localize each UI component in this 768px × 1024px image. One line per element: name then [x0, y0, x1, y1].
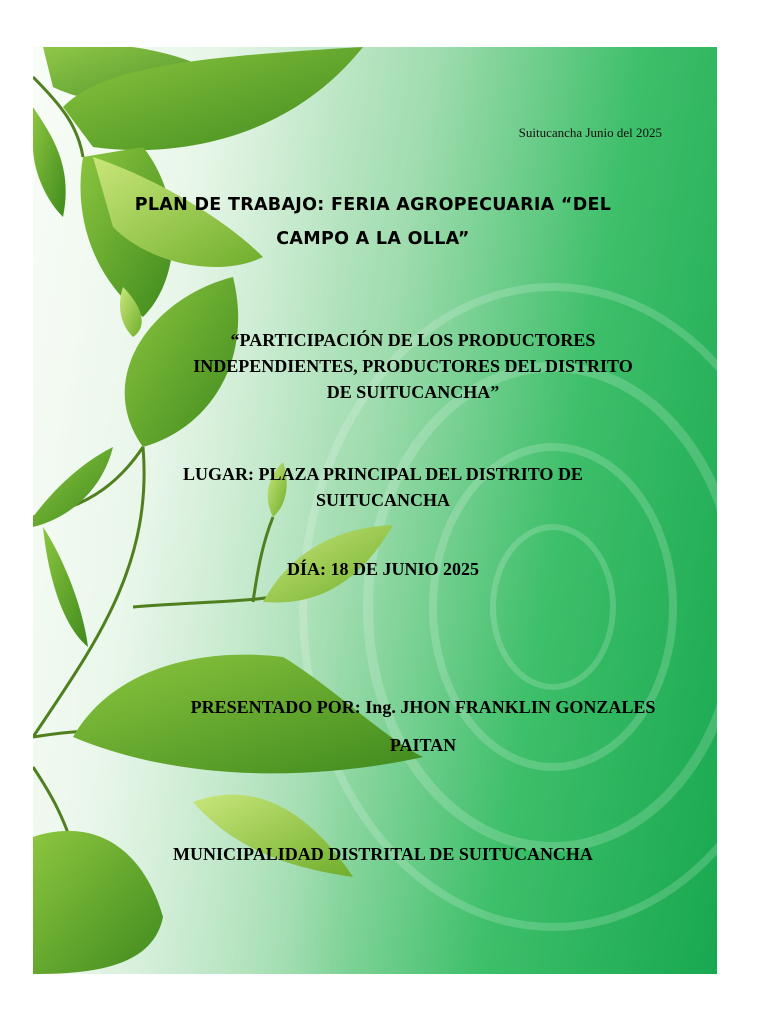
presented-line-1: PRESENTADO POR: Ing. JHON FRANKLIN GONZALES — [190, 697, 656, 717]
day-info: DÍA: 18 DE JUNIO 2025 — [286, 559, 479, 579]
presented-by — [123, 688, 717, 764]
place-line-1: LUGAR: PLAZA PRINCIPAL DEL DISTRITO DE — [183, 464, 583, 484]
subtitle-line-3: DE SUITUCANCHA” — [326, 382, 500, 402]
document-subtitle — [133, 327, 693, 405]
presented-line-2: PAITAN — [389, 735, 457, 755]
subtitle-line-2: INDEPENDIENTES, PRODUCTORES DEL DISTRITO — [193, 356, 633, 376]
municipality-name: MUNICIPALIDAD DISTRITAL DE SUITUCANCHA — [173, 844, 593, 864]
place-line-2: SUITUCANCHA — [315, 490, 450, 510]
date-line: Suitucancha Junio del 2025 — [518, 125, 662, 140]
document-title — [93, 188, 653, 256]
place-info — [123, 461, 643, 513]
cover-page — [33, 47, 717, 974]
title-line-2: CAMPO A LA OLLA” — [276, 229, 470, 249]
title-line-1: PLAN DE TRABAJO: FERIA AGROPECUARIA “DEL — [134, 195, 612, 215]
subtitle-line-1: “PARTICIPACIÓN DE LOS PRODUCTORES — [230, 330, 596, 350]
